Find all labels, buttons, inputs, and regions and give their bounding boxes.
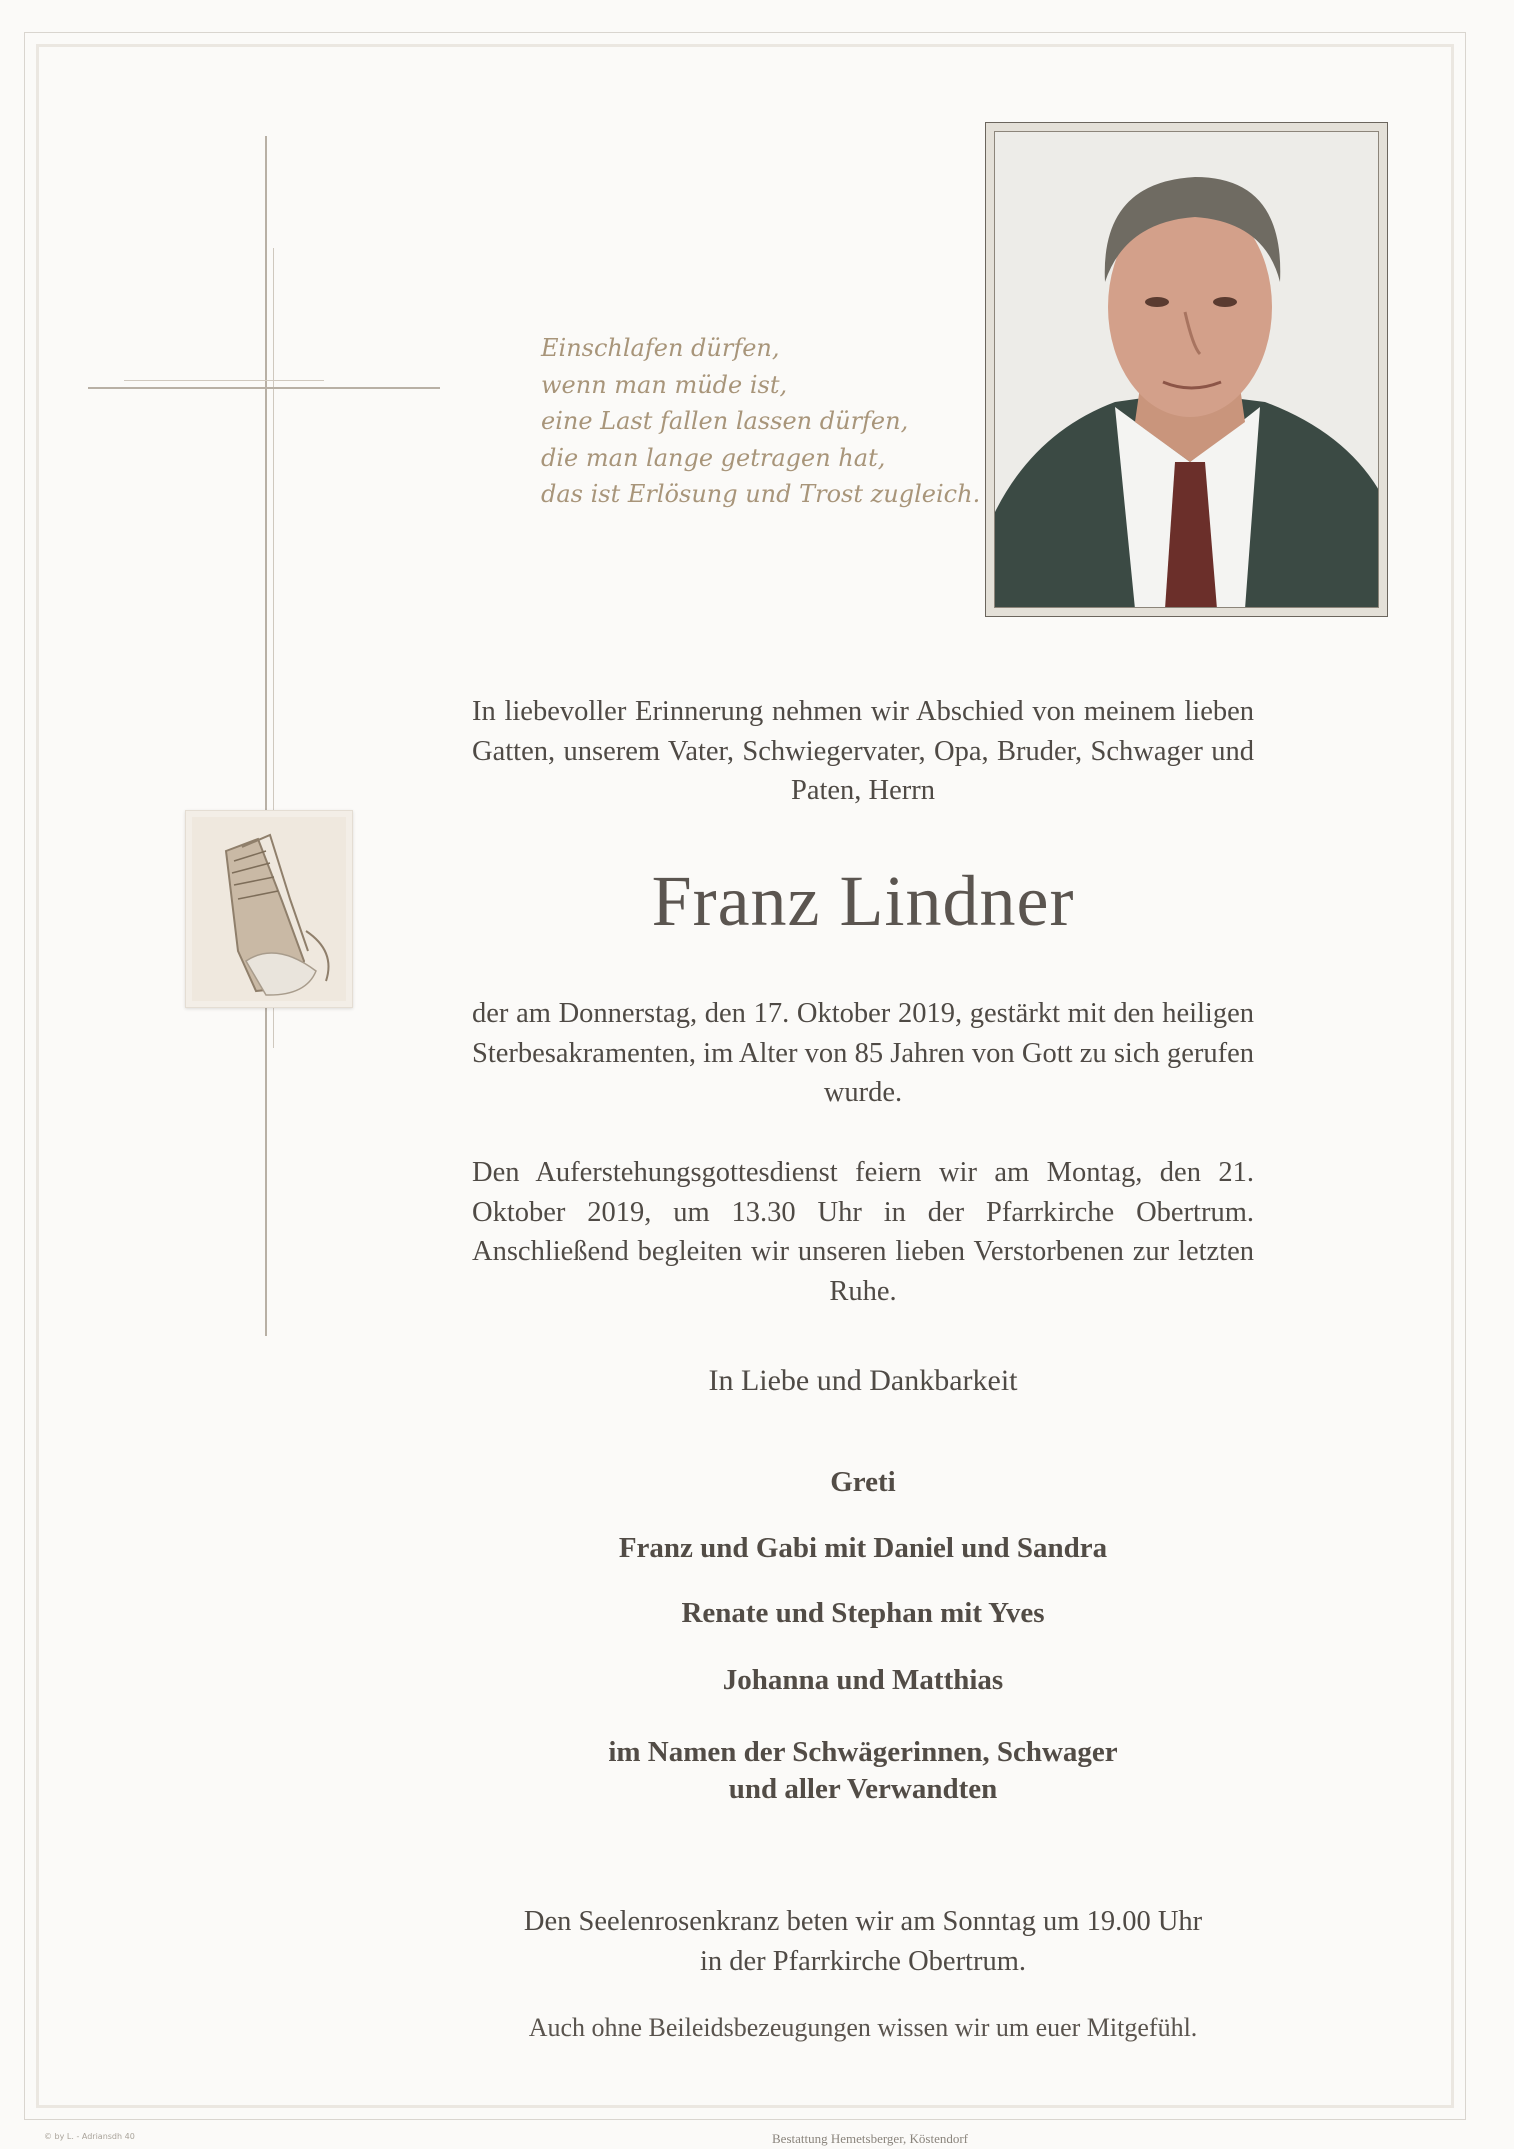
- rosary-info: [472, 1902, 1254, 1981]
- poem-line: eine Last fallen lassen dürfen,: [541, 407, 909, 435]
- service-paragraph: Den Auferstehungsgottesdienst feiern wir am Montag, den 21. Oktober 2019, um 13.30 Uhr in der Pfarrkirche Obertrum. Anschließend begleiten wir unseren lieben Verstorbenen zur letzten Ruhe.: [472, 1157, 1254, 1307]
- condolence-note: Auch ohne Beileidsbezeugungen wissen wir um euer Mitgefühl.: [528, 2013, 1198, 2042]
- praying-hands-icon: [185, 810, 353, 1008]
- rosary-line: Den Seelenrosenkranz beten wir am Sonntag um 19.00 Uhr: [523, 1906, 1203, 1937]
- family-line: im Namen der Schwägerinnen, Schwager: [608, 1736, 1118, 1768]
- poem-line: Einschlafen dürfen,: [541, 334, 780, 362]
- family-line: Greti: [830, 1466, 896, 1498]
- family-line: Johanna und Matthias: [722, 1664, 1004, 1696]
- family-line-relatives: [472, 1734, 1254, 1808]
- poem-line: das ist Erlösung und Trost zugleich.: [541, 480, 981, 508]
- poem-line: wenn man müde ist,: [541, 370, 788, 399]
- deceased-name: Franz Lindner: [651, 861, 1075, 941]
- funeral-home-footer: Bestattung Hemetsberger, Köstendorf: [772, 2131, 968, 2146]
- intro-text: In liebevoller Erinnerung nehmen wir Abschied von meinem lieben Gatten, unserem Vater, Schwiegervater, Opa, Bruder, Schwager und Paten, Herrn: [472, 696, 1254, 806]
- poem-line: die man lange getragen hat,: [541, 443, 886, 472]
- portrait-photo: [994, 131, 1379, 608]
- closing-text: In Liebe und Dankbarkeit: [708, 1364, 1018, 1397]
- copyright-text: © by L. - Adriansdh 40: [44, 2132, 135, 2141]
- portrait-photo-frame: [985, 122, 1388, 617]
- death-paragraph: der am Donnerstag, den 17. Oktober 2019, gestärkt mit den heiligen Sterbesakramenten, im Alter von 85 Jahren von Gott zu sich gerufen wurde.: [472, 998, 1254, 1108]
- family-line: und aller Verwandten: [728, 1773, 998, 1805]
- poem: [541, 330, 981, 513]
- family-line: Franz und Gabi mit Daniel und Sandra: [618, 1532, 1108, 1564]
- rosary-line: in der Pfarrkirche Obertrum.: [699, 1945, 1027, 1977]
- family-line: Renate und Stephan mit Yves: [681, 1597, 1045, 1629]
